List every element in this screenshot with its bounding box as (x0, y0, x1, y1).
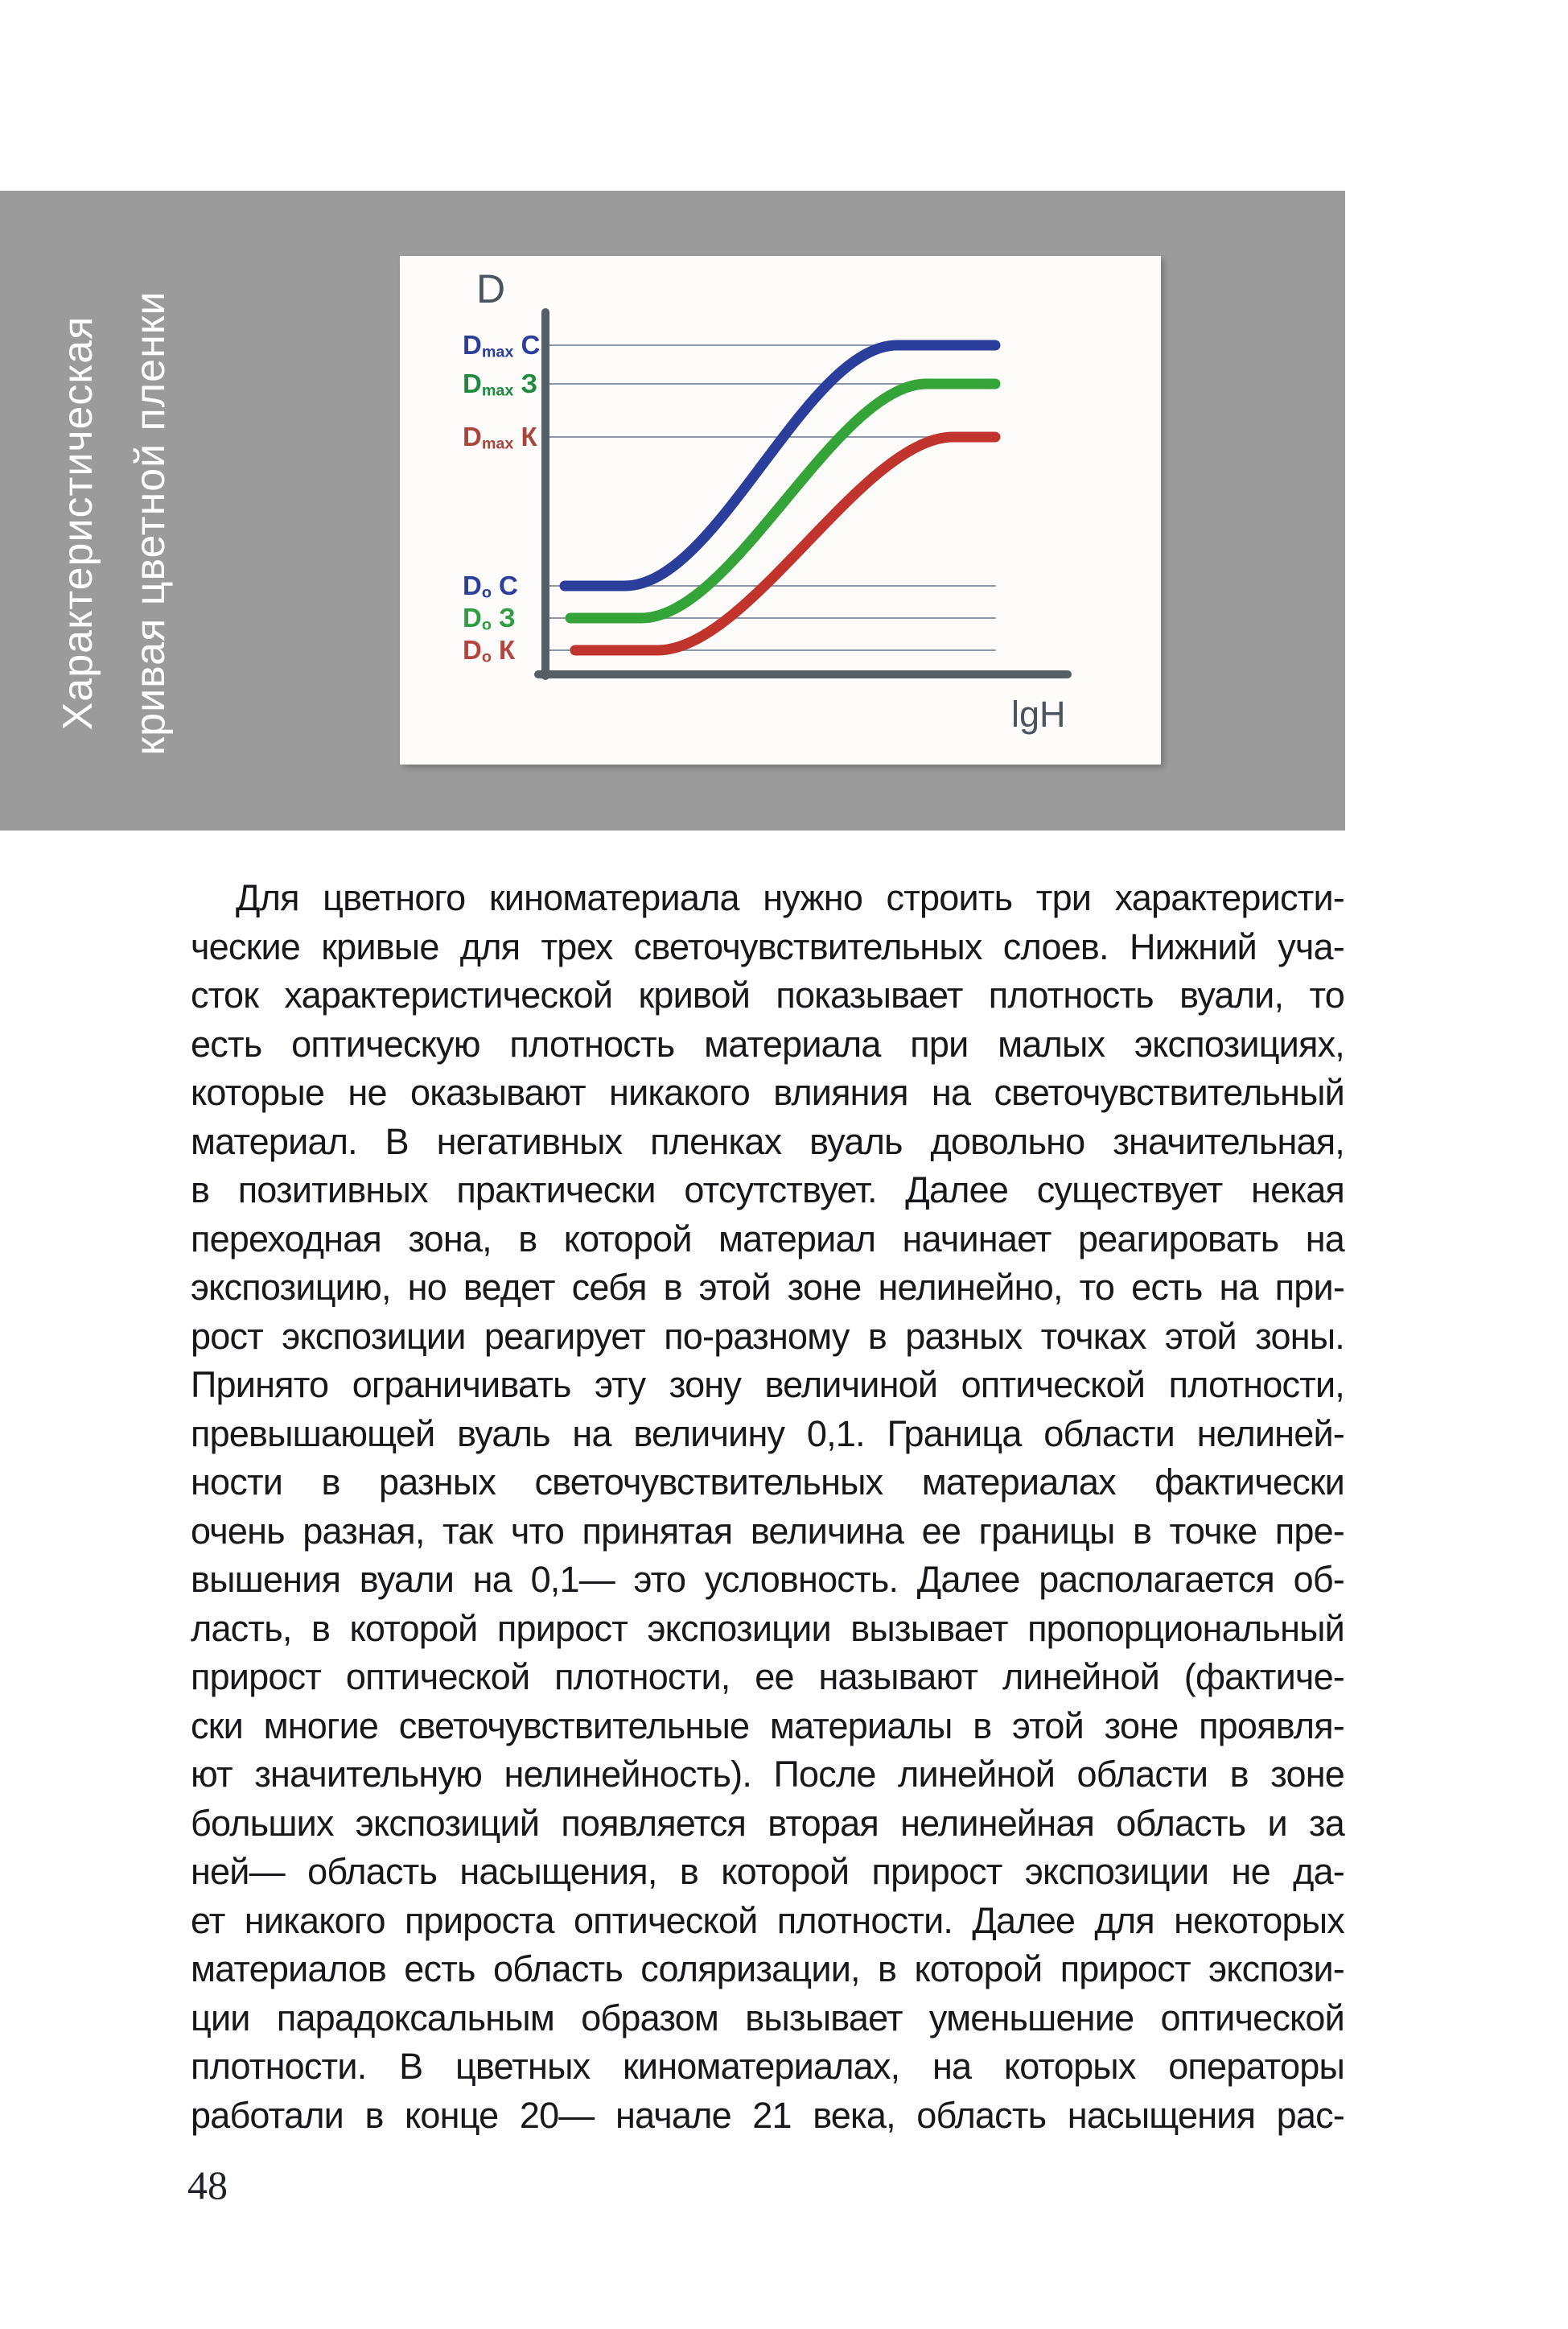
text-line: ней— область насыщения, в которой прирост экспозиции не да- (191, 1851, 1344, 1892)
label-dmax-K: $D_{max}$ К (463, 422, 537, 453)
text-line: вышения вуали на 0,1— это условность. Далее располагается об- (191, 1559, 1344, 1600)
text-line: в позитивных практически отсутствует. Далее существует некая (191, 1169, 1344, 1210)
text-line: переходная зона, в которой материал начинает реагировать на (191, 1218, 1344, 1259)
text-line: ции парадоксальным образом вызывает уменьшение оптической (191, 1997, 1344, 2038)
text-line: ски многие светочувствительные материалы в этой зоне проявля- (191, 1704, 1344, 1746)
text-line: работали в конце 20— начале 21 века, область насыщения рас- (191, 2094, 1344, 2136)
text-line: сток характеристической кривой показывает плотность вуали, то (191, 975, 1344, 1016)
text-line: плотности. В цветных киноматериалах, на которых операторы (191, 2046, 1344, 2087)
text-line: экспозицию, но ведет себя в этой зоне нелинейно, то есть на при- (191, 1267, 1344, 1308)
text-line: Принято ограничивать эту зону величиной оптической плотности, (191, 1364, 1344, 1405)
label-dmax-C: $D_{max}$ С (463, 330, 541, 361)
vertical-title-line2: кривая цветной пленки (127, 291, 174, 756)
body-paragraph (191, 874, 1344, 2140)
text-line: очень разная, так что принятая величина ее границы в точке пре- (191, 1510, 1344, 1552)
text-line: есть оптическую плотность материала при малых экспозициях, (191, 1023, 1344, 1065)
label-do-K: $D_o$ К (463, 635, 516, 666)
text-line: ют значительную нелинейность). После линейной области в зоне (191, 1754, 1344, 1795)
y-axis-title: D (476, 266, 506, 311)
text-line: материалов есть область соляризации, в которой прирост экспози- (191, 1948, 1344, 1989)
characteristic-curve-figure (400, 256, 1161, 765)
label-dmax-3: $D_{max}$ З (463, 369, 538, 400)
text-line: Для цветного киноматериала нужно строить три характеристи- (236, 877, 1344, 918)
text-line: которые не оказывают никакого влияния на светочувствительный (191, 1072, 1344, 1113)
x-axis-label: lgH (1011, 694, 1066, 735)
text-line: превышающей вуаль на величину 0,1. Граница области нелиней- (191, 1412, 1344, 1454)
text-line: ческие кривые для трех светочувствительных слоев. Нижний уча- (191, 925, 1344, 967)
vertical-title-line1: Характеристическая (55, 315, 101, 731)
label-do-3: $D_o$ З (463, 603, 516, 634)
text-line: ет никакого прироста оптической плотности. Далее для некоторых (191, 1899, 1344, 1941)
text-line: ности в разных светочувствительных материалах фактически (191, 1461, 1344, 1503)
text-line: ласть, в которой прирост экспозиции вызывает пропорциональный (191, 1607, 1344, 1649)
text-line: рост экспозиции реагирует по-разному в разных точках этой зоны. (191, 1315, 1344, 1357)
page-number: 48 (187, 2162, 228, 2207)
sidebar-vertical-title (42, 291, 187, 755)
text-line: больших экспозиций появляется вторая нелинейная область и за (191, 1802, 1344, 1844)
text-line: прирост оптической плотности, ее называют линейной (фактиче- (191, 1656, 1344, 1697)
text-line: материал. В негативных пленках вуаль довольно значительная, (191, 1120, 1344, 1162)
label-do-C: $D_o$ С (463, 571, 518, 602)
